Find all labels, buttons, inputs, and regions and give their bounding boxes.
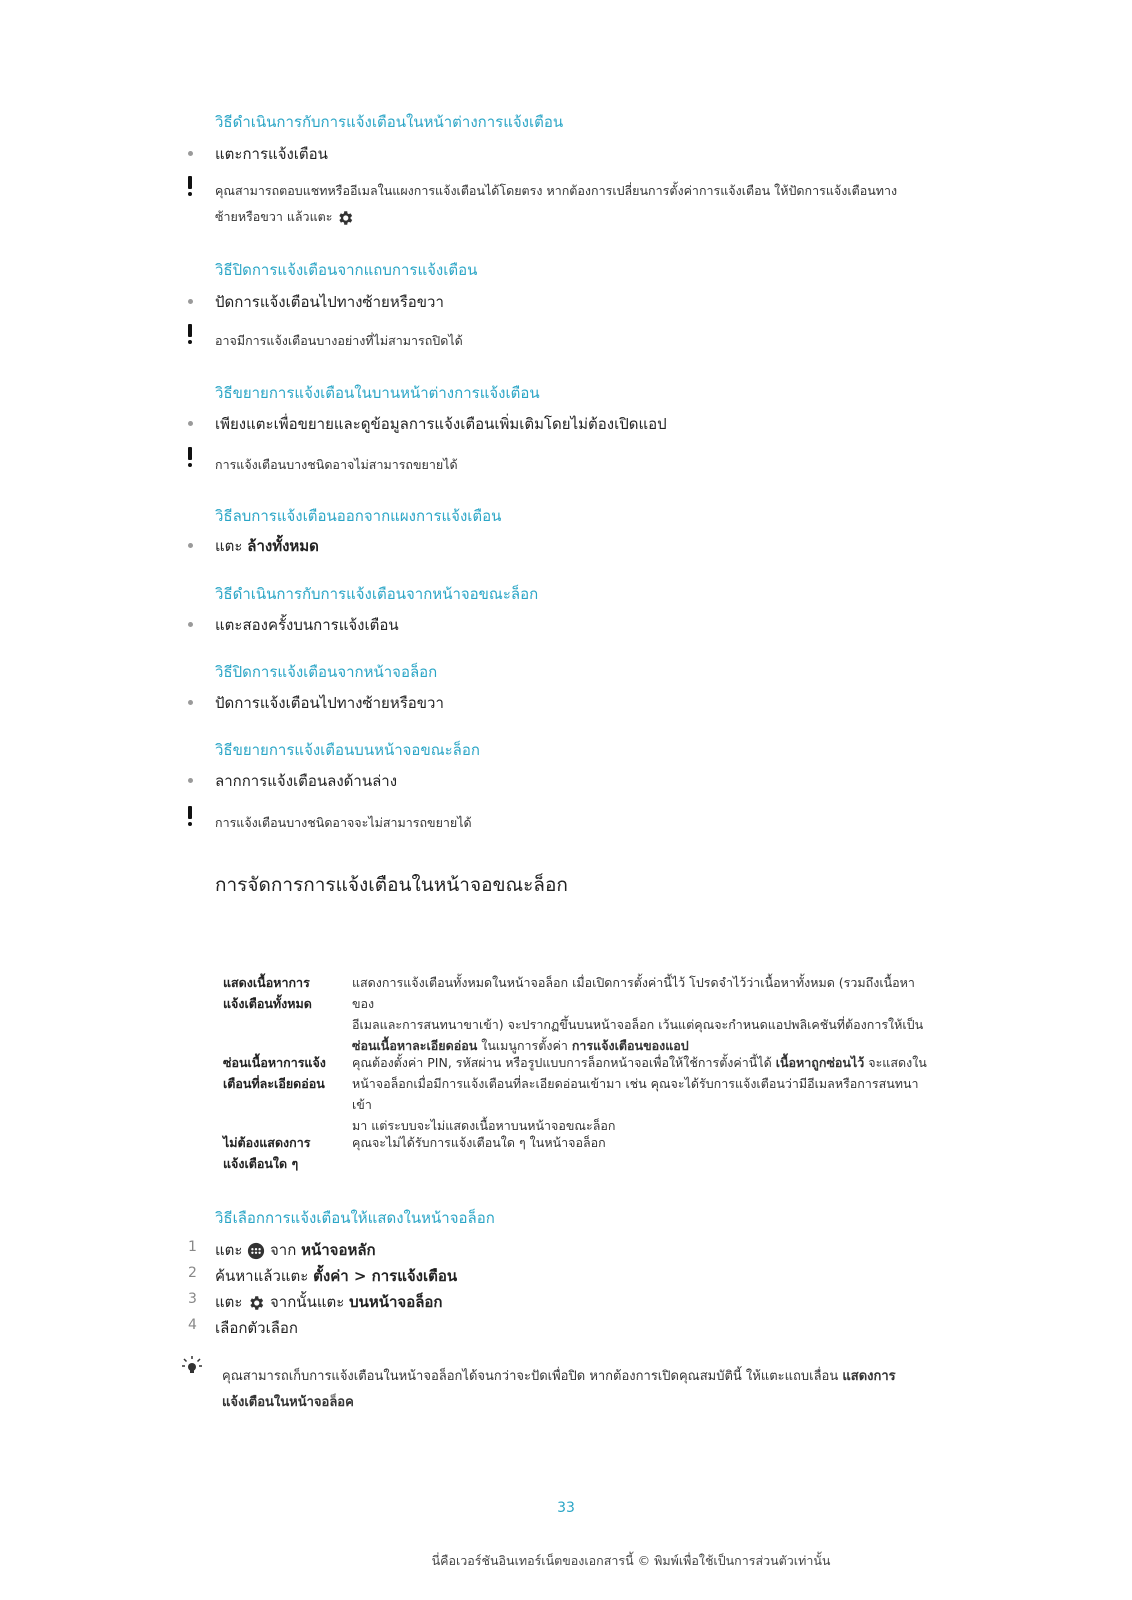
heading-handle-from-lockscreen: วิธีดำเนินการกับการแจ้งเตือนจากหน้าจอขณะล็อก <box>215 585 539 603</box>
note-text: การแจ้งเตือนบางชนิดอาจไม่สามารถขยายได้ <box>215 457 458 472</box>
bullet-dot <box>188 622 193 627</box>
bullet-dot <box>188 299 193 304</box>
bullet-text: เพียงแตะเพื่อขยายและดูข้อมูลการแจ้งเตือนเพิ่มเติมโดยไม่ต้องเปิดแอป <box>215 415 667 433</box>
table-desc: คุณจะไม่ได้รับการแจ้งเตือนใด ๆ ในหน้าจอล็อก <box>352 1135 606 1150</box>
bullet-text: แตะการแจ้งเตือน <box>215 145 328 163</box>
step-number: 4 <box>188 1317 197 1333</box>
gear-icon <box>336 209 354 227</box>
bullet-text: แตะ ล้างทั้งหมด <box>215 537 319 555</box>
clear-all-label: ล้างทั้งหมด <box>247 537 319 555</box>
heading-expand-in-panel: วิธีขยายการแจ้งเตือนในบานหน้าต่างการแจ้งเตือน <box>215 384 540 402</box>
bullet-dot <box>188 151 193 156</box>
heading-dismiss-from-bar: วิธีปิดการแจ้งเตือนจากแถบการแจ้งเตือน <box>215 261 478 279</box>
page-number: 33 <box>557 1500 575 1516</box>
note-text: อาจมีการแจ้งเตือนบางอย่างที่ไม่สามารถปิดได้ <box>215 333 463 348</box>
bullet-dot <box>188 421 193 426</box>
note-text: การแจ้งเตือนบางชนิดอาจจะไม่สามารถขยายได้ <box>215 815 472 830</box>
table-desc: คุณต้องตั้งค่า PIN, รหัสผ่าน หรือรูปแบบการล็อกหน้าจอเพื่อให้ใช้การตั้งค่านี้ได้ เนื้อหาถูกซ่อนไว้ จะแสดงใน หน้าจอล็อกเมื่อมีการแจ้งเตือนที่ละเอียดอ่อนเข้ามา เช่น คุณจะได้รับการแจ้งเตือนว่ามีอีเมลหรือการสนทนาเข้า มา แต่ระบบจะไม่แสดงเนื้อหาบนหน้าจอขณะล็อก <box>352 1055 927 1133</box>
table-term: ไม่ต้องแสดงการ แจ้งเตือนใด ๆ <box>223 1135 311 1171</box>
lightbulb-icon <box>182 1356 202 1374</box>
step-number: 3 <box>188 1291 197 1307</box>
heading-clear-from-panel: วิธีลบการแจ้งเตือนออกจากแผงการแจ้งเตือน <box>215 507 502 525</box>
table-desc: แสดงการแจ้งเตือนทั้งหมดในหน้าจอล็อก เมื่อเปิดการตั้งค่านี้ไว้ โปรดจำไว้ว่าเนื้อหาทั้งหมด (รวมถึงเนื้อหาของ อีเมลและการสนทนาขาเข้า) จะปรากฏขึ้นบนหน้าจอล็อก เว้นแต่คุณจะกำหนดแอปพลิเคชันที่ต้องการให้เป็น ซ่อนเนื้อหาละเอียดอ่อน ในเมนูการตั้งค่า การแจ้งเตือนของแอป <box>352 975 924 1053</box>
step-text: แตะ จากนั้นแตะ บนหน้าจอล็อก <box>215 1293 443 1311</box>
table-term: ซ่อนเนื้อหาการแจ้ง เตือนที่ละเอียดอ่อน <box>223 1055 326 1091</box>
note-text: คุณสามารถตอบแชทหรืออีเมลในแผงการแจ้งเตือนได้โดยตรง หากต้องการเปลี่ยนการตั้งค่าการแจ้งเตือน ให้ปัดการแจ้งเตือนทาง ซ้ายหรือขวา แล้วแตะ <box>215 178 897 230</box>
bullet-dot <box>188 700 193 705</box>
bullet-text: แตะสองครั้งบนการแจ้งเตือน <box>215 616 399 634</box>
bullet-text: ปัดการแจ้งเตือนไปทางซ้ายหรือขวา <box>215 293 444 311</box>
heading-handle-notification-panel: วิธีดำเนินการกับการแจ้งเตือนในหน้าต่างการแจ้งเตือน <box>215 113 564 131</box>
bullet-dot <box>188 778 193 783</box>
note-icon <box>186 176 194 196</box>
bullet-text: ปัดการแจ้งเตือนไปทางซ้ายหรือขวา <box>215 694 444 712</box>
heading-expand-on-lockscreen: วิธีขยายการแจ้งเตือนบนหน้าจอขณะล็อก <box>215 741 480 759</box>
step-number: 2 <box>188 1265 197 1281</box>
bullet-dot <box>188 543 193 548</box>
note-icon <box>186 806 194 826</box>
step-text: เลือกตัวเลือก <box>215 1319 298 1337</box>
note-icon <box>186 324 194 344</box>
footer-text: นี่คือเวอร์ชันอินเทอร์เน็ตของเอกสารนี้ © พิมพ์เพื่อใช้เป็นการส่วนตัวเท่านั้น <box>431 1553 831 1568</box>
table-term: แสดงเนื้อหาการ แจ้งเตือนทั้งหมด <box>223 975 312 1011</box>
heading-dismiss-from-lockscreen: วิธีปิดการแจ้งเตือนจากหน้าจอล็อก <box>215 663 438 681</box>
note-icon <box>186 447 194 467</box>
tip-text: คุณสามารถเก็บการแจ้งเตือนในหน้าจอล็อกได้จนกว่าจะปัดเพื่อปิด หากต้องการเปิดคุณสมบัตินี้ ให้แตะแถบเลื่อน แสดงการ แจ้งเตือนในหน้าจอล็อค <box>222 1369 896 1410</box>
step-text: แตะ จาก หน้าจอหลัก <box>215 1241 376 1259</box>
step-number: 1 <box>188 1239 197 1255</box>
heading-select-lockscreen-notifications: วิธีเลือกการแจ้งเตือนให้แสดงในหน้าจอล็อก <box>215 1209 495 1227</box>
step-text: ค้นหาแล้วแตะ ตั้งค่า > การแจ้งเตือน <box>215 1267 458 1285</box>
apps-icon <box>247 1242 265 1260</box>
bullet-text: ลากการแจ้งเตือนลงด้านล่าง <box>215 772 398 790</box>
lockscreen-section-title: การจัดการการแจ้งเตือนในหน้าจอขณะล็อก <box>215 874 568 896</box>
gear-icon <box>247 1294 265 1312</box>
